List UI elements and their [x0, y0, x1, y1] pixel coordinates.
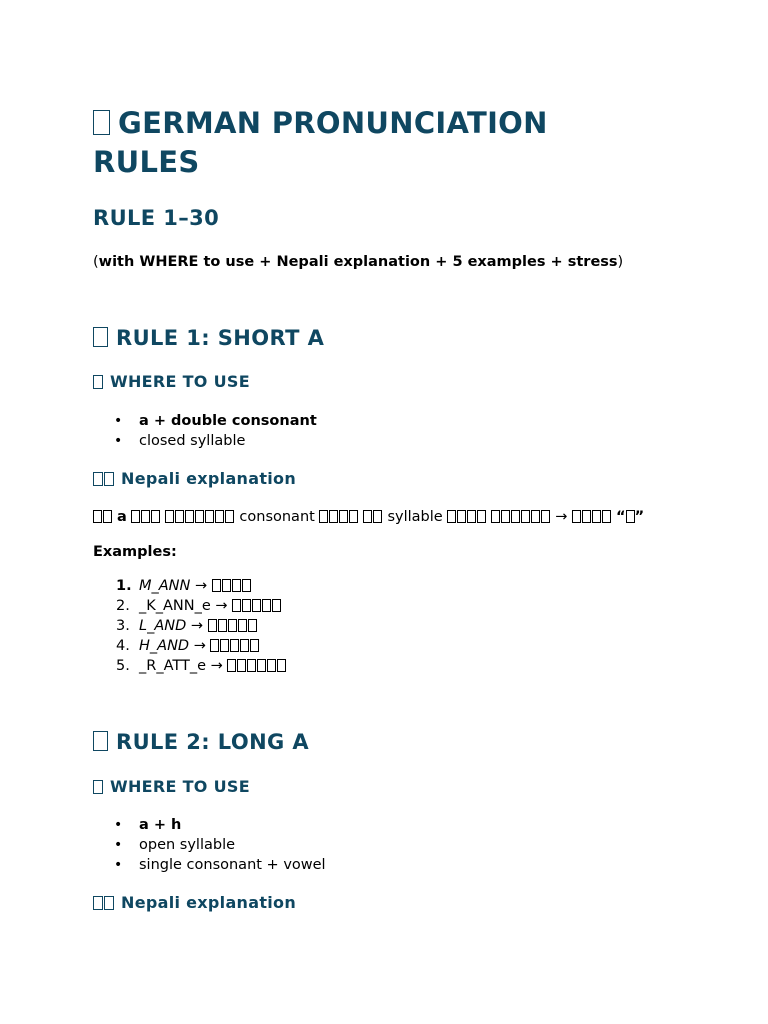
- missing-glyph-icon: [252, 599, 261, 612]
- bullet: •: [114, 837, 123, 853]
- missing-glyph-icon: [93, 780, 103, 794]
- bullet: •: [114, 413, 123, 429]
- missing-glyph-icon: [230, 639, 239, 652]
- missing-glyph-icon: [373, 510, 382, 523]
- example-text: [139, 616, 258, 636]
- missing-glyph-icon: [208, 619, 217, 632]
- rule-1-nepali-heading: [93, 469, 296, 489]
- missing-glyph-icon: [457, 510, 466, 523]
- example-text: [139, 576, 252, 596]
- missing-glyph-icon: [349, 510, 358, 523]
- list-item-text: single consonant + vowel: [139, 857, 326, 873]
- missing-glyph-icon: [93, 731, 108, 751]
- missing-glyph-icon: [262, 599, 271, 612]
- nepali-word-syllable: syllable: [387, 509, 443, 525]
- missing-glyph-icon: [165, 510, 174, 523]
- missing-glyph-icon: [592, 510, 601, 523]
- missing-glyph-icon: [93, 327, 108, 347]
- rule-1-examples-label: Examples:: [93, 544, 177, 560]
- example-text: [139, 596, 282, 616]
- missing-glyph-icon: [477, 510, 486, 523]
- missing-glyph-icon: [447, 510, 456, 523]
- missing-glyph-icon: [531, 510, 540, 523]
- missing-glyph-icon: [257, 659, 266, 672]
- rule-1-nepali-text: [93, 508, 644, 526]
- bullet: •: [114, 857, 123, 873]
- missing-glyph-icon: [237, 659, 246, 672]
- intro-bold-text: with WHERE to use + Nepali explanation + 5 examples + stress: [98, 254, 618, 270]
- missing-glyph-icon: [467, 510, 476, 523]
- missing-glyph-icon: [215, 510, 224, 523]
- missing-glyph-icon: [185, 510, 194, 523]
- intro-line: [93, 253, 623, 271]
- page-title: [93, 104, 653, 182]
- missing-glyph-icon: [195, 510, 204, 523]
- bullet: •: [114, 817, 123, 833]
- missing-glyph-icon: [205, 510, 214, 523]
- rule-2-heading-text: RULE 2: LONG A: [116, 730, 310, 754]
- missing-glyph-icon: [272, 599, 281, 612]
- arrow: →: [555, 509, 568, 525]
- nepali-quoted-char: “ ”: [616, 509, 645, 525]
- missing-glyph-icon: [232, 579, 241, 592]
- rule-1-heading-text: RULE 1: SHORT A: [116, 326, 325, 350]
- missing-glyph-icon: [104, 896, 114, 910]
- subtitle: RULE 1–30: [93, 206, 220, 230]
- example-word: _K_ANN_e: [139, 598, 211, 614]
- missing-glyph-icon: [141, 510, 150, 523]
- missing-glyph-icon: [319, 510, 328, 523]
- rule-1-where-heading-text: WHERE TO USE: [110, 372, 250, 391]
- missing-glyph-icon: [329, 510, 338, 523]
- nepali-letter-a: a: [117, 509, 127, 525]
- missing-glyph-icon: [240, 639, 249, 652]
- list-item-text: a + h: [139, 817, 182, 833]
- list-item-text: closed syllable: [139, 433, 246, 449]
- example-word: M_ANN: [139, 578, 191, 594]
- bullet: •: [114, 433, 123, 449]
- rule-2-nepali-heading: [93, 893, 296, 913]
- missing-glyph-icon: [511, 510, 520, 523]
- missing-glyph-icon: [131, 510, 140, 523]
- missing-glyph-icon: [250, 639, 259, 652]
- missing-glyph-icon: [339, 510, 348, 523]
- missing-glyph-icon: [491, 510, 500, 523]
- page-title-text: GERMAN PRONUNCIATION RULES: [93, 106, 548, 179]
- missing-glyph-icon: [218, 619, 227, 632]
- example-number: 5.: [116, 658, 130, 674]
- example-number: 2.: [116, 598, 130, 614]
- arrow: →: [194, 578, 208, 594]
- missing-glyph-icon: [521, 510, 530, 523]
- missing-glyph-icon: [232, 599, 241, 612]
- nepali-word-consonant: consonant: [239, 509, 315, 525]
- missing-glyph-icon: [212, 579, 221, 592]
- intro-open-paren: (: [93, 254, 99, 270]
- missing-glyph-icon: [93, 510, 102, 523]
- missing-glyph-icon: [582, 510, 591, 523]
- example-text: [139, 656, 287, 676]
- rule-2-where-heading: [93, 777, 250, 797]
- rule-1-heading: [93, 325, 324, 351]
- rule-2-where-heading-text: WHERE TO USE: [110, 777, 250, 796]
- rule-1-where-heading: [93, 372, 250, 392]
- missing-glyph-icon: [541, 510, 550, 523]
- missing-glyph-icon: [93, 375, 103, 389]
- example-text: [139, 636, 260, 656]
- intro-close-paren: ): [617, 254, 624, 270]
- missing-glyph-icon: [363, 510, 372, 523]
- missing-glyph-icon: [151, 510, 160, 523]
- rule-1-nepali-heading-text: Nepali explanation: [121, 469, 297, 488]
- list-item-text: open syllable: [139, 837, 236, 853]
- missing-glyph-icon: [175, 510, 184, 523]
- arrow: →: [190, 618, 204, 634]
- missing-glyph-icon: [248, 619, 257, 632]
- arrow: →: [215, 598, 228, 614]
- rule-2-heading: [93, 729, 309, 755]
- missing-glyph-icon: [242, 579, 251, 592]
- missing-glyph-icon: [602, 510, 611, 523]
- example-number: 1.: [116, 578, 132, 594]
- missing-glyph-icon: [267, 659, 276, 672]
- arrow: →: [210, 658, 223, 674]
- example-word: L_AND: [139, 618, 187, 634]
- missing-glyph-icon: [501, 510, 510, 523]
- missing-glyph-icon: [210, 639, 219, 652]
- missing-glyph-icon: [93, 896, 103, 910]
- missing-glyph-icon: [242, 599, 251, 612]
- missing-glyph-icon: [572, 510, 581, 523]
- missing-glyph-icon: [225, 510, 234, 523]
- missing-glyph-icon: [93, 110, 110, 135]
- missing-glyph-icon: [93, 472, 103, 486]
- example-number: 4.: [116, 638, 130, 654]
- arrow: →: [193, 638, 206, 654]
- missing-glyph-icon: [626, 510, 635, 523]
- missing-glyph-icon: [104, 472, 114, 486]
- missing-glyph-icon: [277, 659, 286, 672]
- list-item-text: a + double consonant: [139, 413, 317, 429]
- missing-glyph-icon: [247, 659, 256, 672]
- missing-glyph-icon: [103, 510, 112, 523]
- example-word: _R_ATT_e: [139, 658, 206, 674]
- missing-glyph-icon: [228, 619, 237, 632]
- missing-glyph-icon: [227, 659, 236, 672]
- missing-glyph-icon: [238, 619, 247, 632]
- missing-glyph-icon: [222, 579, 231, 592]
- example-number: 3.: [116, 618, 130, 634]
- rule-2-nepali-heading-text: Nepali explanation: [121, 893, 297, 912]
- missing-glyph-icon: [220, 639, 229, 652]
- example-word: H_AND: [139, 638, 190, 654]
